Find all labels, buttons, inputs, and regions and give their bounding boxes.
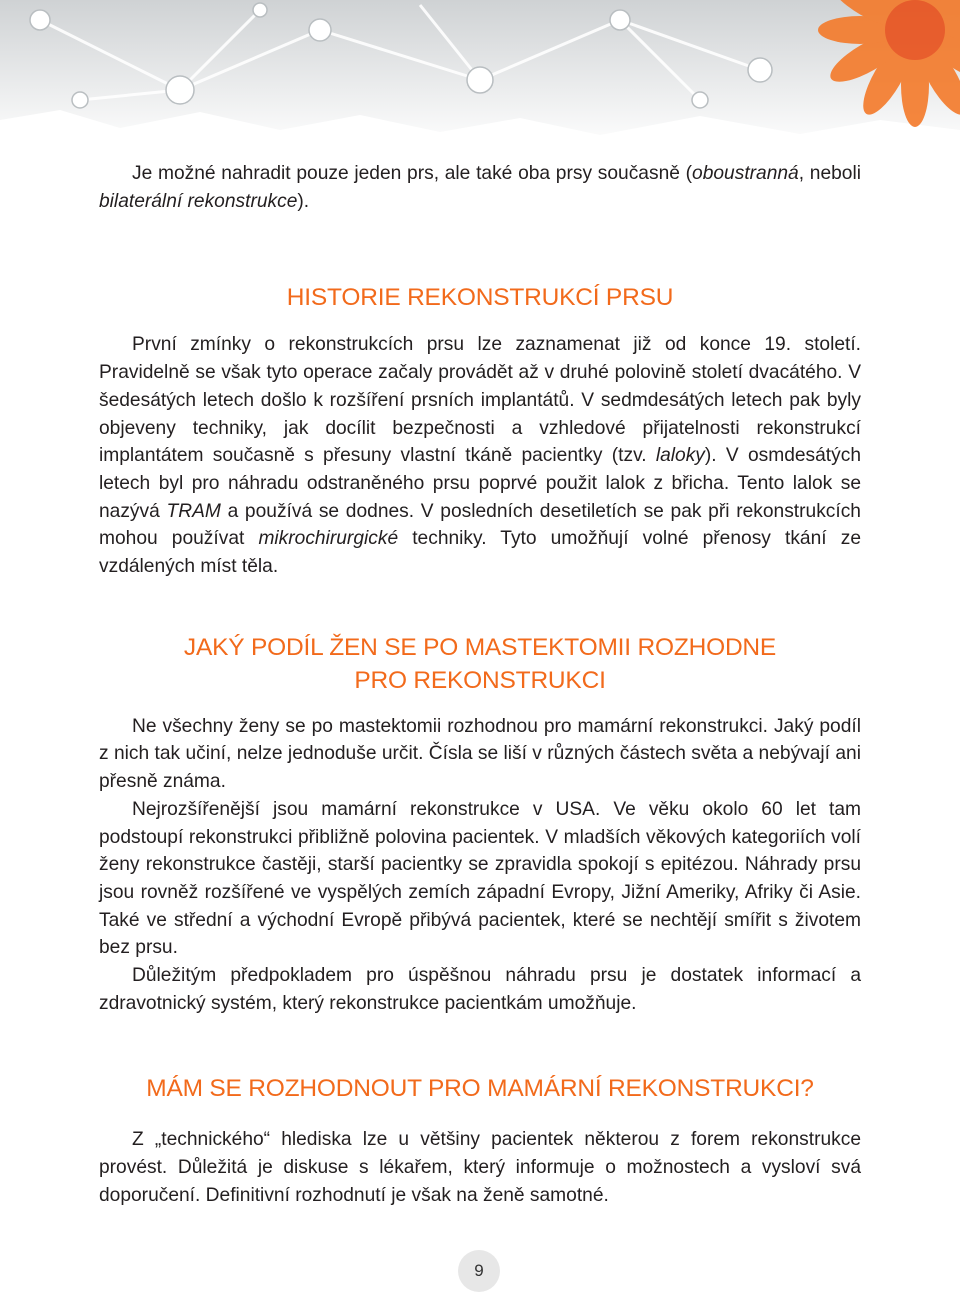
section-title-decide: MÁM SE ROZHODNOUT PRO MAMÁRNÍ REKONSTRUKCI? <box>146 1075 814 1103</box>
section-title-history: HISTORIE REKONSTRUKCÍ PRSU <box>286 284 674 312</box>
share-paragraph-3: Důležitým předpokladem pro úspěšnou náhradu prsu je dostatek informací a zdravotnický systém, který rekonstrukce pacientkám umožňuje. <box>99 965 861 1014</box>
decide-paragraph: Z „technického“ hlediska lze u většiny pacientek některou z forem rekonstrukce provést. Důležitá je diskuse s lékařem, který informuje o možnostech a vysloví svá doporučení. Definitivní rozhodnutí je však na ženě samotné. <box>99 1129 861 1206</box>
page-number-badge: 9 <box>458 1250 500 1292</box>
share-paragraph-2: Nejrozšířenější jsou mamární rekonstrukce v USA. Ve věku okolo 60 let tam podstoupí rekonstrukci přibližně polovina pacientek. V mladších věkových kategoriích volí ženy rekonstrukce častěji, starší pacientky se zpravidla spokojí s epitézou. Náhrady prsu jsou rovněž rozšířené ve vyspělých zemích západní Evropy, Jižní Ameriky, Afriky či Asie. Také ve střední a východní Evropě přibývá pacientek, které se nechtějí smířit s životem bez prsu. <box>99 798 861 959</box>
section-title-share-line2: PRO REKONSTRUKCI <box>354 666 606 694</box>
history-paragraph: První zmínky o rekonstrukcích prsu lze zaznamenat již od konce 19. století. Pravidelně se však tyto operace začaly provádět až v druhé polovině století dvacátého. V šedesátých letech došlo k rozšíření prsních implantátů. V sedmdesátých letech pak byly objeveny techniky, jak docílit bezpečnosti a vzhledové přijatelnosti rekonstrukcí implantátem současně s přesuny vlastní tkáně pacientky (tzv. laloky). V osmdesátých letech byl pro náhradu odstraněného prsu poprvé použit lalok z břicha. Tento lalok se nazývá TRAM a používá se dodnes. V posledních desetiletích se pak při rekonstrukcích mohou používat mikrochirurgické techniky. Tyto umožňují volné přenosy tkání ze vzdálených míst těla. <box>99 334 861 578</box>
share-paragraph-1: Ne všechny ženy se po mastektomii rozhodnou pro mamární rekonstrukci. Jaký podíl z nich tak učiní, nelze jednoduše určit. Čísla se liší v různých částech světa a nebývají ani přesně známa. <box>99 715 861 793</box>
page-content <box>99 160 861 1210</box>
section-title-share <box>99 631 861 697</box>
section-title-share-line1: JAKÝ PODÍL ŽEN SE PO MASTEKTOMII ROZHODNE <box>183 633 777 661</box>
flower-icon <box>790 0 960 150</box>
header-decoration <box>0 0 960 150</box>
intro-paragraph: Je možné nahradit pouze jeden prs, ale také oba prsy současně (oboustranná, neboli bilaterální rekonstrukce). <box>99 163 861 212</box>
